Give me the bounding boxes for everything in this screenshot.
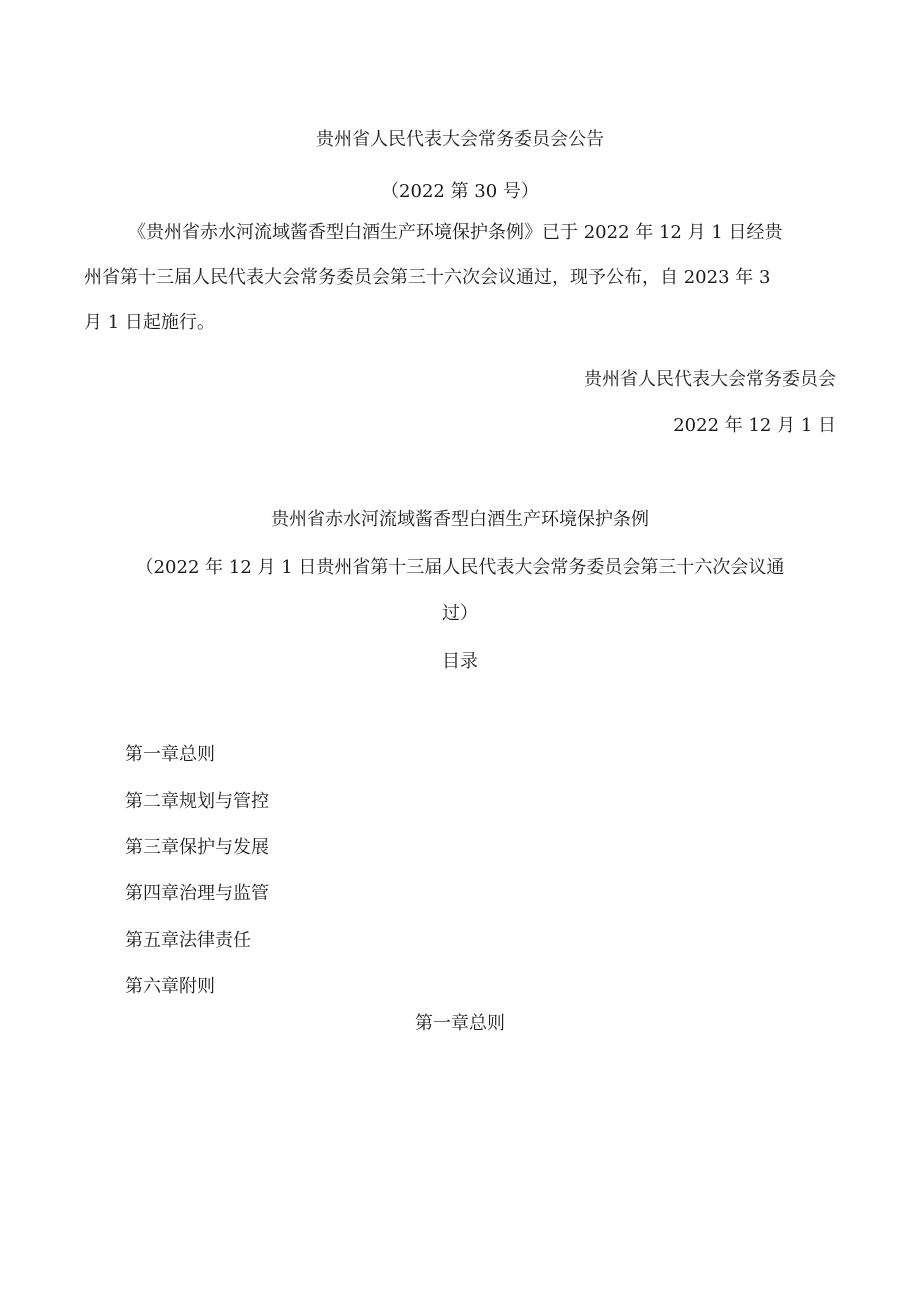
toc-item: 第三章保护与发展 [125,837,269,858]
announcement-body-line: 州省第十三届人民代表大会常务委员会第三十六次会议通过，现予公布，自 2023 年 3 [84,267,771,288]
announcement-body-line: 月 1 日起施行。 [84,312,215,333]
toc-item: 第一章总则 [125,744,215,765]
announcement-title: 贵州省人民代表大会常务委员会公告 [316,129,604,150]
adoption-note-line2: 过） [442,603,478,624]
toc-heading: 目录 [442,651,478,672]
announcement-number: （2022 第 30 号） [381,181,539,202]
toc-item: 第六章附则 [125,976,215,997]
announcement-signatory: 贵州省人民代表大会常务委员会 [584,369,836,390]
toc-item: 第四章治理与监管 [125,883,269,904]
announcement-date: 2022 年 12 月 1 日 [673,415,836,436]
toc-item: 第五章法律责任 [125,930,251,951]
announcement-body [84,210,836,345]
regulation-title: 贵州省赤水河流域酱香型白酒生产环境保护条例 [271,509,649,530]
adoption-note-line1: （2022 年 12 月 1 日贵州省第十三届人民代表大会常务委员会第三十六次会议通 [135,557,785,578]
chapter-heading: 第一章总则 [415,1013,505,1034]
toc-item: 第二章规划与管控 [125,791,269,812]
announcement-body-line: 《贵州省赤水河流域酱香型白酒生产环境保护条例》已于 2022 年 12 月 1 日经贵 [128,222,783,243]
